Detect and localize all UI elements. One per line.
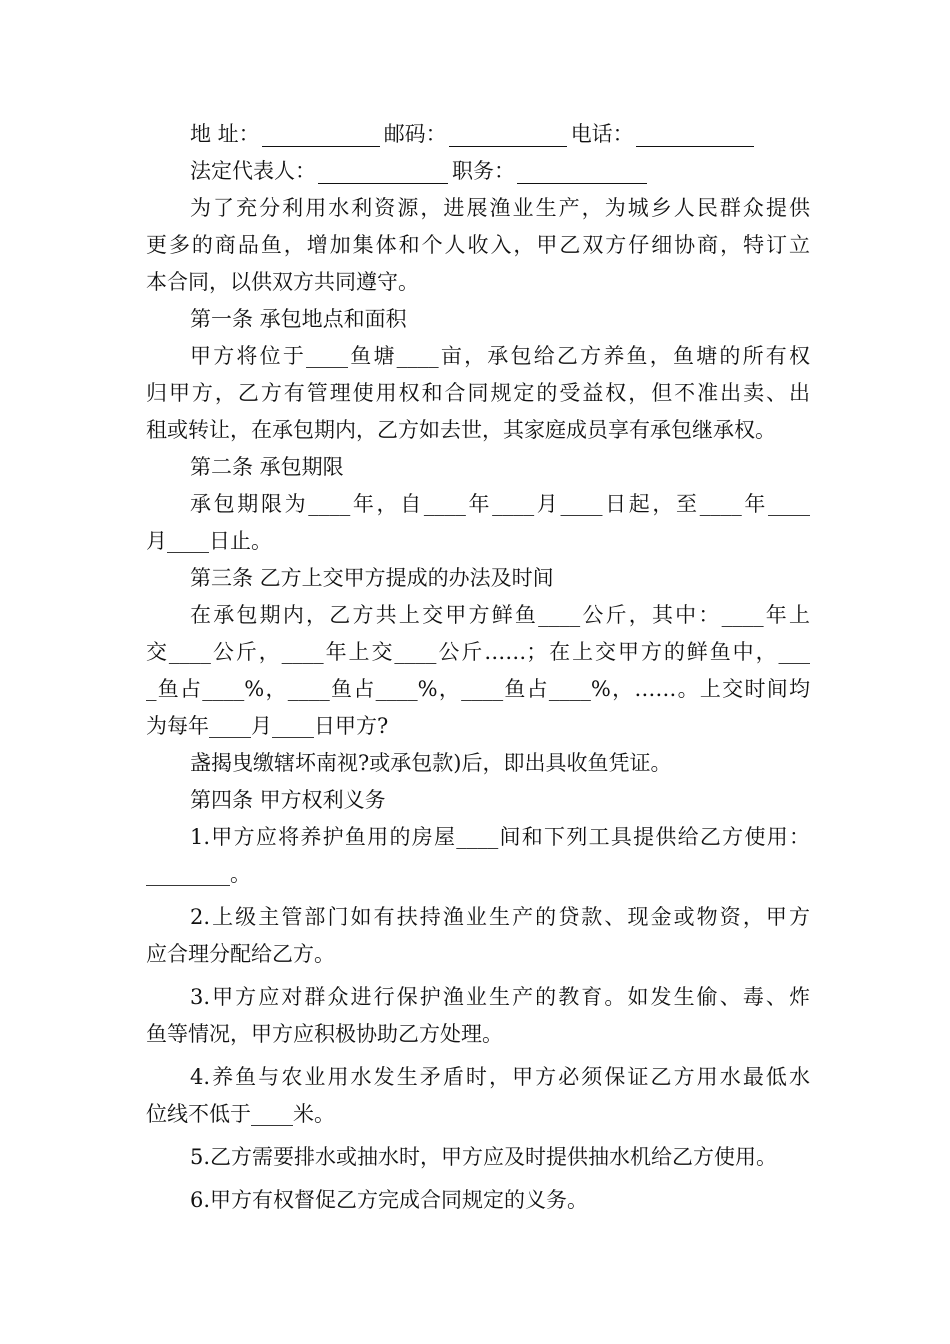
article4-item3-line: 鱼等情况，甲方应积极协助乙方处理。: [146, 1022, 503, 1046]
article4-item4-line: 4.养鱼与农业用水发生矛盾时，甲方必须保证乙方用水最低水: [190, 1065, 810, 1089]
article3-line: _鱼占____%，____鱼占____%，____鱼占____%，……。上交时间均: [146, 677, 810, 701]
article4-item6-line: 6.甲方有权督促乙方完成合同规定的义务。: [190, 1188, 589, 1212]
article4-heading: 第四条 甲方权利义务: [190, 788, 386, 812]
article2-heading: 第二条 承包期限: [190, 455, 344, 479]
article3-line: 交____公斤，____年上交____公斤……；在上交甲方的鲜鱼中，___: [146, 640, 810, 664]
legal-rep-label: 法定代表人：: [190, 159, 316, 183]
intro-line: 更多的商品鱼，增加集体和个人收入，甲乙双方仔细协商，特订立: [146, 233, 810, 257]
article3-heading: 第三条 乙方上交甲方提成的办法及时间: [190, 566, 554, 590]
position-label: 职务：: [452, 159, 515, 183]
intro-line: 为了充分利用水利资源，进展渔业生产，为城乡人民群众提供: [190, 196, 810, 220]
postcode-blank: [449, 122, 567, 147]
article4-item4-line: 位线不低于____米。: [146, 1102, 335, 1126]
article4-item2-line: 2.上级主管部门如有扶持渔业生产的贷款、现金或物资，甲方: [190, 905, 810, 929]
phone-blank: [636, 122, 754, 147]
intro-line: 本合同，以供双方共同遵守。: [146, 270, 419, 294]
position-blank: [517, 159, 647, 184]
article1-line: 租或转让，在承包期内，乙方如去世，其家庭成员享有承包继承权。: [146, 418, 776, 442]
postcode-label: 邮码：: [383, 122, 447, 146]
article4-item1-line: ________。: [146, 862, 251, 886]
legal-rep-blank: [318, 159, 448, 184]
article4-item1-line: 1.甲方应将养护鱼用的房屋____间和下列工具提供给乙方使用：: [190, 825, 810, 849]
address-label: 地 址：: [190, 122, 260, 146]
legal-rep-row: [146, 153, 810, 190]
address-row: [146, 116, 810, 153]
article3-line: 盏揭曳缴辖坏南视?或承包款)后，即出具收鱼凭证。: [190, 751, 672, 775]
article1-line: 甲方将位于____鱼塘____亩，承包给乙方养鱼，鱼塘的所有权: [190, 344, 810, 368]
article3-line: 为每年____月____日甲方?: [146, 714, 389, 738]
article4-item3-line: 3.甲方应对群众进行保护渔业生产的教育。如发生偷、毒、炸: [190, 985, 810, 1009]
article4-item5-line: 5.乙方需要排水或抽水时，甲方应及时提供抽水机给乙方使用。: [190, 1145, 778, 1169]
contract-body: [146, 116, 810, 1219]
phone-label: 电话：: [570, 122, 634, 146]
article2-line: 承包期限为____年，自____年____月____日起，至____年____: [190, 492, 810, 516]
article2-line: 月____日止。: [146, 529, 272, 553]
address-blank: [262, 122, 380, 147]
article1-line: 归甲方，乙方有管理使用权和合同规定的受益权，但不准出卖、出: [146, 381, 810, 405]
article4-item2-line: 应合理分配给乙方。: [146, 942, 335, 966]
article3-line: 在承包期内，乙方共上交甲方鲜鱼____公斤，其中：____年上: [190, 603, 810, 627]
article1-heading: 第一条 承包地点和面积: [190, 307, 407, 331]
